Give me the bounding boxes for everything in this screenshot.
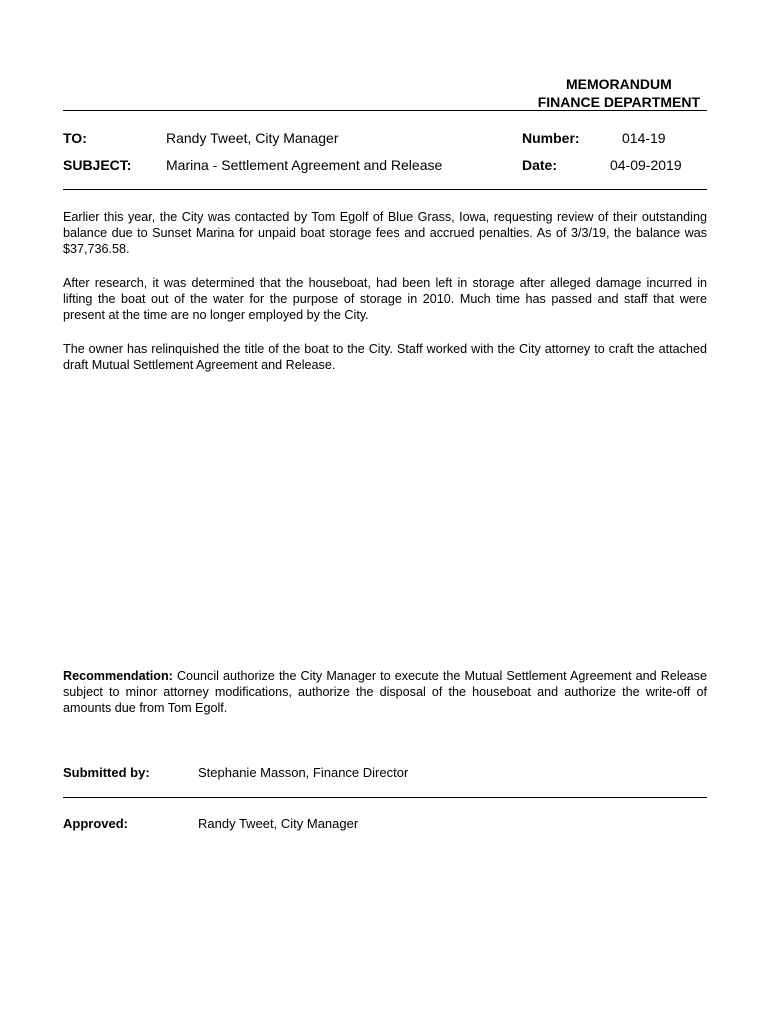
recommendation-paragraph	[63, 668, 707, 716]
to-value: Randy Tweet, City Manager	[166, 130, 339, 146]
subject-label: SUBJECT:	[63, 157, 132, 173]
to-label: TO:	[63, 130, 87, 146]
number-value: 014-19	[622, 130, 666, 146]
memo-heading-department: FINANCE DEPARTMENT	[537, 94, 700, 110]
header-bottom-rule	[63, 189, 707, 190]
approved-label: Approved:	[63, 816, 128, 831]
signature-rule	[63, 797, 707, 798]
paragraph-text: The owner has relinquished the title of the boat to the City. Staff worked with the City attorney to craft the attached draft Mutual Settlement Agreement and Release.	[63, 342, 707, 372]
subject-value: Marina - Settlement Agreement and Release	[166, 157, 443, 173]
recommendation-block	[63, 668, 707, 716]
memo-body-paragraph-1	[63, 209, 707, 257]
recommendation-text: Council authorize the City Manager to execute the Mutual Settlement Agreement and Release subject to minor attorney modifications, authorize the disposal of the houseboat and authorize the write-off of amounts due from Tom Egolf.	[63, 669, 707, 715]
memo-body-paragraph-2	[63, 275, 707, 323]
date-label: Date:	[522, 157, 558, 173]
paragraph-text: After research, it was determined that the houseboat, had been left in storage after alleged damage incurred in lifting the boat out of the water for the purpose of storage in 2010. Much time has passed and staff that were present at the time are no longer employed by the City.	[63, 276, 707, 322]
submitted-by-label: Submitted by:	[63, 765, 150, 780]
paragraph-text: Earlier this year, the City was contacted by Tom Egolf of Blue Grass, Iowa, requesting review of their outstanding balance due to Sunset Marina for unpaid boat storage fees and accrued penalties. As of 3/3/19, the balance was $37,736.58.	[63, 210, 707, 256]
submitted-by-value: Stephanie Masson, Finance Director	[198, 765, 409, 780]
memo-heading	[538, 75, 700, 111]
header-top-rule	[63, 110, 707, 111]
approved-value: Randy Tweet, City Manager	[198, 816, 359, 831]
memo-heading-title: MEMORANDUM	[565, 76, 672, 92]
number-label: Number:	[522, 130, 580, 146]
date-value: 04-09-2019	[610, 157, 682, 173]
recommendation-label: Recommendation:	[63, 669, 173, 683]
memo-body-paragraph-3	[63, 341, 707, 373]
